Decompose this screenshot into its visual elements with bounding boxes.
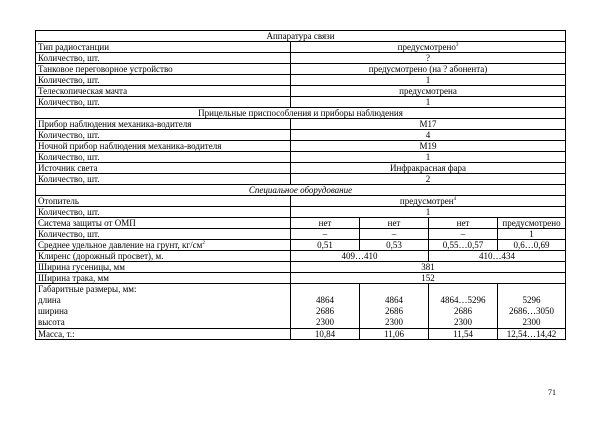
table-row — [36, 53, 566, 64]
dims-height: 2300 — [385, 317, 403, 327]
cell-variant-1: нет — [291, 218, 360, 229]
row-label: Количество, шт. — [36, 75, 291, 86]
row-value: ? — [291, 53, 566, 64]
row-label: Ширина трака, мм — [36, 273, 291, 284]
row-value: 152 — [291, 273, 566, 284]
dims-width: 2686 — [316, 306, 334, 316]
row-label: Количество, шт. — [36, 152, 291, 163]
table-row — [36, 130, 566, 141]
table-row-dimensions — [36, 284, 566, 329]
document-page — [35, 30, 565, 340]
table-row — [36, 163, 566, 174]
value-text: предусмотрен — [399, 196, 454, 206]
table-row — [36, 152, 566, 163]
row-label: Прибор наблюдения механика-водителя — [36, 119, 291, 130]
cell-variant-1 — [291, 284, 360, 329]
page-number: 71 — [548, 388, 556, 397]
specifications-table — [35, 30, 566, 340]
dims-length: 4864…5296 — [440, 295, 486, 305]
footnote-mark: 3 — [455, 43, 459, 48]
cell-variant-3: 0,55…0,57 — [429, 240, 498, 251]
row-value: предусмотрено (на ? абонента) — [291, 64, 566, 75]
cell-variant-2: 11,06 — [360, 329, 429, 340]
section-header-communications: Аппаратура связи — [36, 31, 566, 42]
row-value: 1 — [291, 152, 566, 163]
table-row — [36, 141, 566, 152]
table-row — [36, 229, 566, 240]
cell-variant-2: нет — [360, 218, 429, 229]
dims-height: 2300 — [316, 317, 334, 327]
row-label: Количество, шт. — [36, 53, 291, 64]
cell-variant-2: – — [360, 229, 429, 240]
cell-variant-1: 10,84 — [291, 329, 360, 340]
table-row — [36, 329, 566, 340]
table-row — [36, 174, 566, 185]
table-row — [36, 42, 566, 53]
row-value: предусмотрена — [291, 86, 566, 97]
cell-variant-1: 0,51 — [291, 240, 360, 251]
cell-variant-3: – — [429, 229, 498, 240]
row-label — [36, 284, 291, 329]
table-row — [36, 251, 566, 262]
label-text: Среднее удельное давление на грунт, кг/см — [38, 240, 203, 250]
cell-variant-4: предусмотрено — [498, 218, 566, 229]
footnote-mark: 4 — [453, 197, 457, 202]
dims-height-label: высота — [38, 317, 65, 327]
table-row — [36, 262, 566, 273]
value-text: предусмотрено — [397, 42, 456, 52]
row-value — [291, 42, 566, 53]
table-row — [36, 75, 566, 86]
cell-variant-3: 11,54 — [429, 329, 498, 340]
table-row — [36, 97, 566, 108]
row-value: М17 — [291, 119, 566, 130]
cell-variant-4: 1 — [498, 229, 566, 240]
row-label: Танковое переговорное устройство — [36, 64, 291, 75]
row-value: 2 — [291, 174, 566, 185]
row-value: 1 — [291, 75, 566, 86]
table-row — [36, 218, 566, 229]
row-value — [291, 196, 566, 207]
row-label: Тип радиостанции — [36, 42, 291, 53]
dims-height: 2300 — [522, 317, 541, 327]
cell-variants-1-2: 409…410 — [291, 251, 429, 262]
dims-length: 4864 — [316, 295, 334, 305]
section-header-row — [36, 185, 566, 196]
row-value: 381 — [291, 262, 566, 273]
dims-width-label: ширина — [38, 306, 68, 316]
dims-width: 2686…3050 — [509, 306, 555, 316]
section-header-row — [36, 31, 566, 42]
row-label: Количество, шт. — [36, 130, 291, 141]
cell-variant-4: 12,54…14,42 — [498, 329, 566, 340]
cell-variant-2: 0,53 — [360, 240, 429, 251]
table-row — [36, 240, 566, 251]
row-value: 4 — [291, 130, 566, 141]
cell-variants-3-4: 410…434 — [429, 251, 566, 262]
section-header-special-equipment: Специальное оборудование — [36, 185, 566, 196]
row-label: Ширина гусеницы, мм — [36, 262, 291, 273]
row-label: Клиренс (дорожный просвет), м. — [36, 251, 291, 262]
row-label: Источник света — [36, 163, 291, 174]
row-label: Масса, т.: — [36, 329, 291, 340]
dims-height: 2300 — [454, 317, 472, 327]
row-value: М19 — [291, 141, 566, 152]
table-row — [36, 207, 566, 218]
table-row — [36, 196, 566, 207]
dims-title: Габаритные размеры, мм: — [38, 284, 137, 294]
row-value: 1 — [291, 97, 566, 108]
unit-superscript: 2 — [202, 241, 205, 246]
row-label: Отопитель — [36, 196, 291, 207]
section-header-row — [36, 108, 566, 119]
row-label: Ночной прибор наблюдения механика-водителя — [36, 141, 291, 152]
row-value: Инфракрасная фара — [291, 163, 566, 174]
cell-variant-1: – — [291, 229, 360, 240]
row-label: Количество, шт. — [36, 174, 291, 185]
table-row — [36, 64, 566, 75]
row-label: Телескопическая мачта — [36, 86, 291, 97]
dims-length: 5296 — [522, 295, 541, 305]
dims-length-label: длина — [38, 295, 61, 305]
row-label: Количество, шт. — [36, 207, 291, 218]
dims-width: 2686 — [385, 306, 403, 316]
cell-variant-4: 0,6…0,69 — [498, 240, 566, 251]
cell-variant-3 — [429, 284, 498, 329]
row-label: Количество, шт. — [36, 97, 291, 108]
section-header-sights: Прицельные приспособления и приборы наблюдения — [36, 108, 566, 119]
dims-width: 2686 — [454, 306, 472, 316]
row-label: Система защиты от ОМП — [36, 218, 291, 229]
dims-length: 4864 — [385, 295, 403, 305]
row-label: Количество, шт. — [36, 229, 291, 240]
cell-variant-3: нет — [429, 218, 498, 229]
cell-variant-4 — [498, 284, 566, 329]
table-row — [36, 86, 566, 97]
row-value: 1 — [291, 207, 566, 218]
cell-variant-2 — [360, 284, 429, 329]
row-label — [36, 240, 291, 251]
table-row — [36, 273, 566, 284]
table-row — [36, 119, 566, 130]
